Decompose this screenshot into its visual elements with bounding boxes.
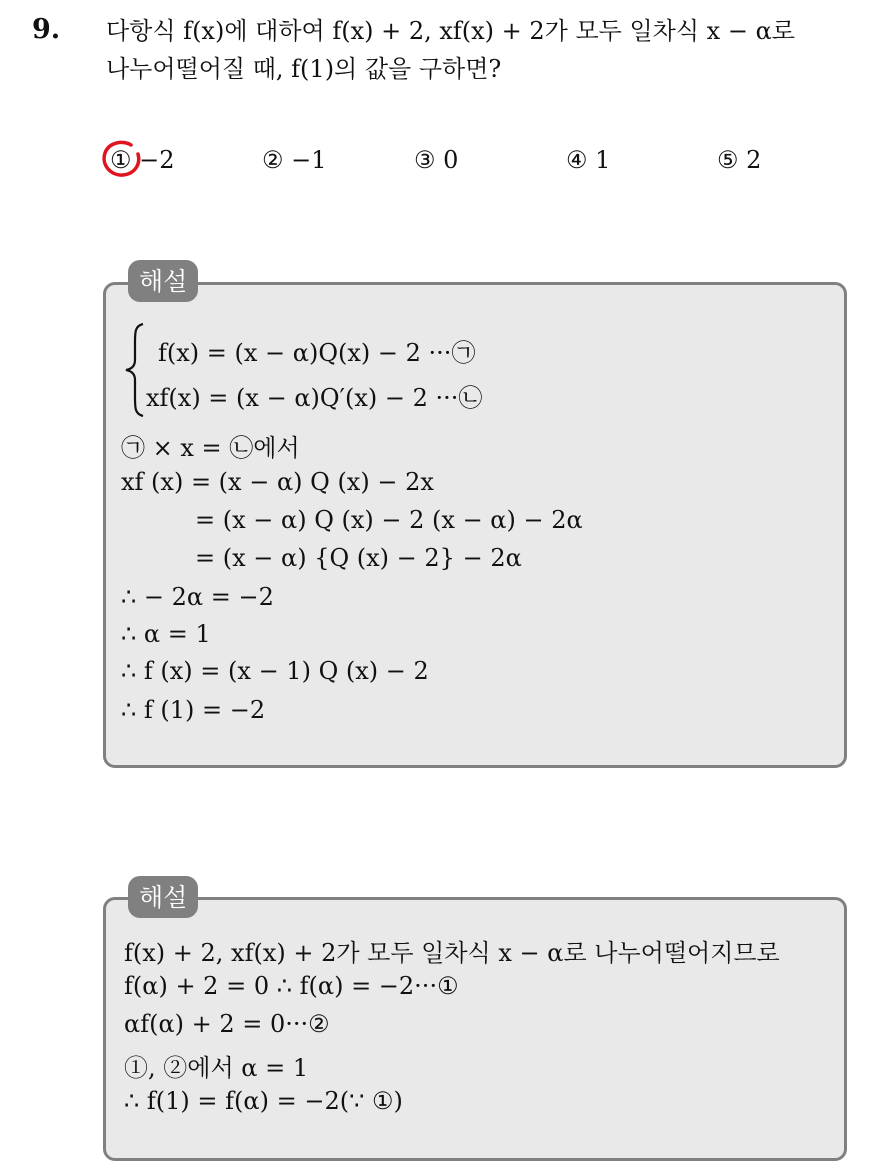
- system-equation-1: f(x) = (x − α)Q(x) − 2 ···㉠: [158, 339, 476, 367]
- solution-2-line-3: αf(α) + 2 = 0···②: [124, 1010, 330, 1038]
- solution-1-line-3: ㉠ × x = ㉡에서: [121, 434, 300, 462]
- question-text-line-1: 다항식 f(x)에 대하여 f(x) + 2, xf(x) + 2가 모두 일차식 x − α로: [106, 17, 795, 45]
- system-equation-2: xf(x) = (x − α)Q′(x) − 2 ···㉡: [146, 384, 483, 412]
- solution-1-line-5: = (x − α) Q (x) − 2 (x − α) − 2α: [195, 506, 583, 534]
- solution-1-label: 해설: [128, 260, 198, 302]
- solution-1-line-4: xf (x) = (x − α) Q (x) − 2x: [121, 468, 434, 496]
- choice-1[interactable]: ① −2: [110, 146, 175, 174]
- choice-2[interactable]: ② −1: [262, 146, 327, 174]
- solution-2-label: 해설: [128, 876, 198, 918]
- solution-1-line-9: ∴ f (x) = (x − 1) Q (x) − 2: [121, 657, 429, 685]
- solution-1-line-8: ∴ α = 1: [121, 620, 211, 648]
- question-text-line-2: 나누어떨어질 때, f(1)의 값을 구하면?: [106, 55, 502, 83]
- solution-1-line-10: ∴ f (1) = −2: [121, 696, 266, 724]
- choice-5[interactable]: ⑤ 2: [717, 146, 762, 174]
- solution-1-line-6: = (x − α) {Q (x) − 2} − 2α: [195, 544, 522, 572]
- solution-1-line-7: ∴ − 2α = −2: [121, 583, 274, 611]
- solution-2-line-1: f(x) + 2, xf(x) + 2가 모두 일차식 x − α로 나누어떨어지므로: [124, 939, 780, 967]
- solution-2-line-4: ①, ②에서 α = 1: [124, 1054, 309, 1082]
- solution-2-line-2: f(α) + 2 = 0 ∴ f(α) = −2···①: [124, 972, 459, 1000]
- question-number: 9.: [32, 14, 61, 45]
- choice-3[interactable]: ③ 0: [414, 146, 459, 174]
- solution-2-line-5: ∴ f(1) = f(α) = −2(∵ ①): [124, 1087, 403, 1115]
- choice-4[interactable]: ④ 1: [566, 146, 611, 174]
